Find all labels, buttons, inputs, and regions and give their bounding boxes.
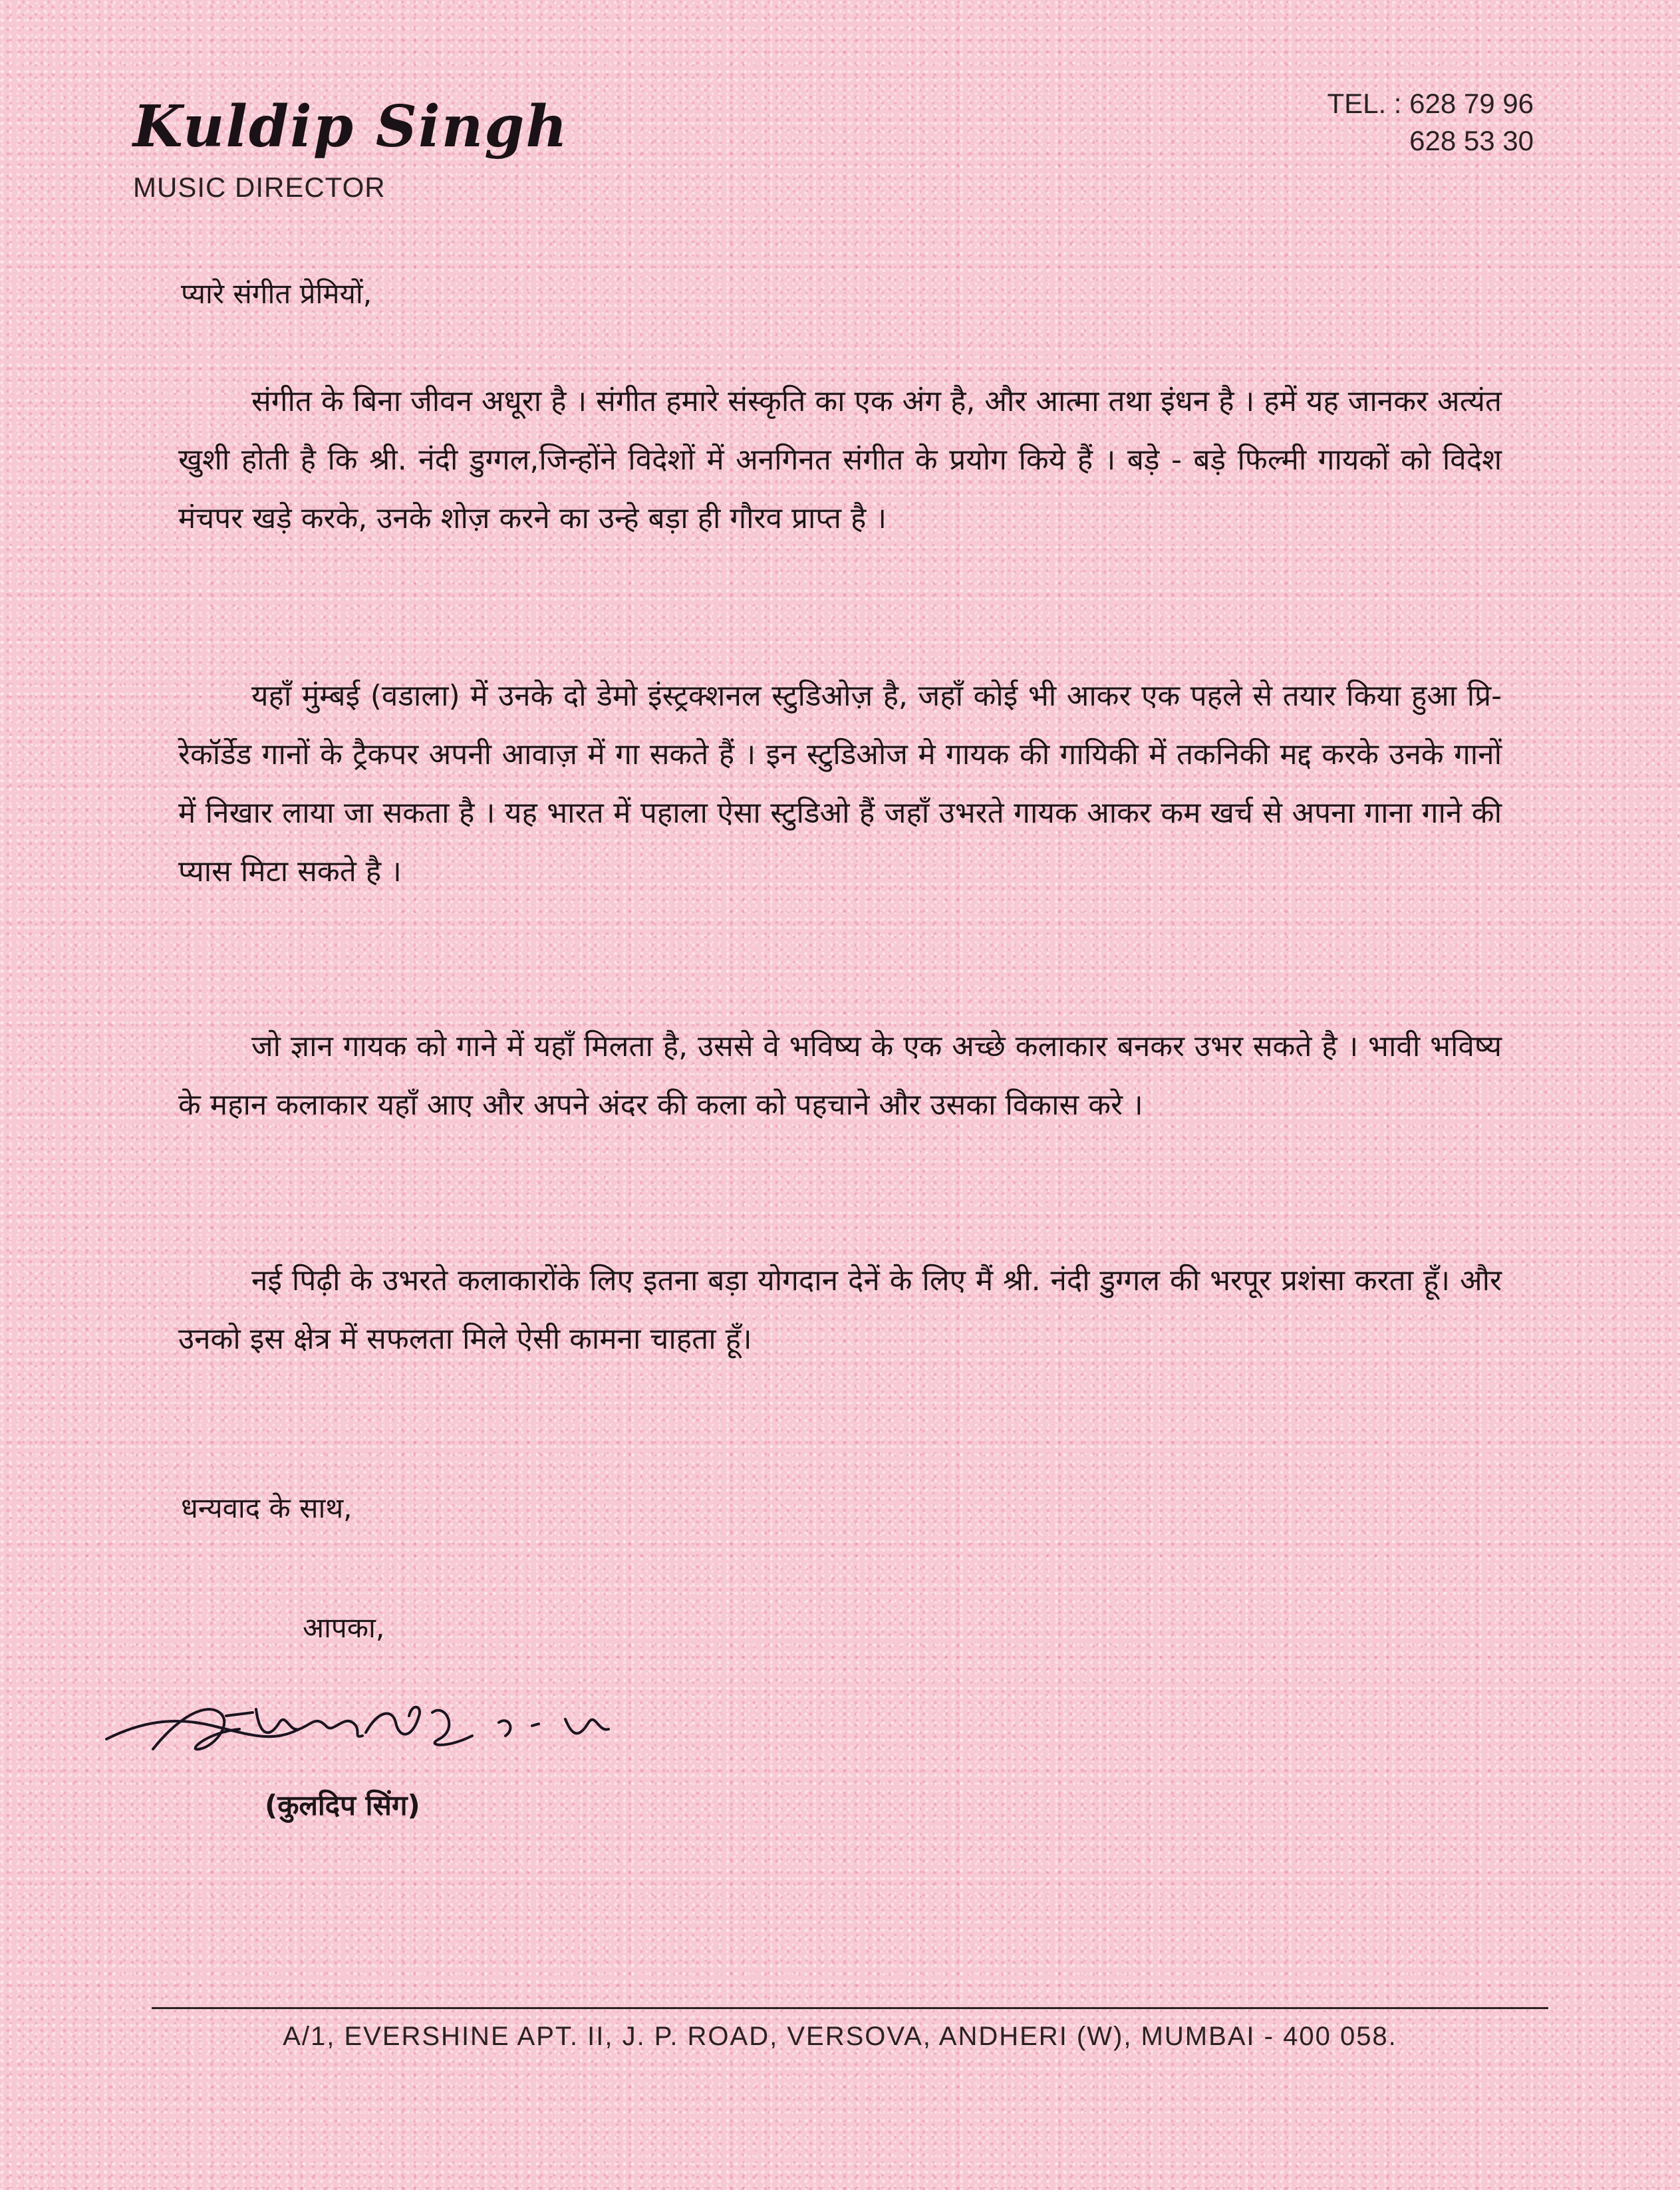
letterhead-name: Kuldip Singh	[133, 93, 569, 160]
letterhead-phones	[1327, 85, 1534, 160]
letter-paragraph-4: नई पिढ़ी के उभरते कलाकारोंके लिए इतना बड़ा योगदान देनें के लिए मैं श्री. नंदी डुग्गल की भरपूर प्रशंसा करता हूँ। और उनको इस क्षेत्र में सफलता मिले ऐसी कामना चाहता हूँ।	[178, 1264, 1502, 1356]
letter-paragraph-2: यहाँ मुंम्बई (वडाला) में उनके दो डेमो इंस्ट्रक्शनल स्टुडिओज़ है, जहाँ कोई भी आकर एक पहले से तयार किया हुआ प्रि-रेकॉर्डेड गानों के ट्रैकपर अपनी आवाज़ में गा सकते हैं । इन स्टुडिओज मे गायक की गायिकी में तकनिकी मद्द करके उनके गानों में निखार लाया जा सकता है । यह भारत में पहाला ऐसा स्टुडिओ हैं जहाँ उभरते गायक आकर कम खर्च से अपना गाना गाने की प्यास मिटा सकते है ।	[178, 679, 1502, 889]
phone-line-1: TEL. : 628 79 96	[1327, 88, 1534, 119]
letter-salutation: प्यारे संगीत प्रेमियों,	[181, 277, 372, 310]
letter-valediction: आपका,	[303, 1611, 385, 1644]
footer-divider	[152, 2007, 1548, 2009]
handwritten-signature	[100, 1676, 698, 1776]
phone-line-2: 628 53 30	[1409, 125, 1534, 156]
footer-address: A/1, EVERSHINE APT. II, J. P. ROAD, VERSOVA, ANDHERI (W), MUMBAI - 400 058.	[283, 2022, 1397, 2051]
letter-closing: धन्यवाद के साथ,	[181, 1492, 352, 1524]
letter-paragraph-3: जो ज्ञान गायक को गाने में यहाँ मिलता है, उससे वे भविष्य के एक अच्छे कलाकार बनकर उभर सकते है । भावी भविष्य के महान कलाकार यहाँ आए और अपने अंदर की कला को पहचाने और उसका विकास करे ।	[178, 1029, 1502, 1122]
letterhead-title: MUSIC DIRECTOR	[133, 172, 386, 203]
letter-paragraph-1: संगीत के बिना जीवन अधूरा है । संगीत हमारे संस्कृति का एक अंग है, और आत्मा तथा इंधन है । हमें यह जानकर अत्यंत खुशी होती है कि श्री. नंदी डुग्गल,जिन्होंने विदेशों में अनगिनत संगीत के प्रयोग किये हैं । बड़े - बड़े फिल्मी गायकों को विदेश मंचपर खड़े करके, उनके शोज़ करने का उन्हे बड़ा ही गौरव प्राप्त है ।	[178, 384, 1502, 535]
signer-name: (कुलदिप सिंग)	[265, 1789, 420, 1822]
